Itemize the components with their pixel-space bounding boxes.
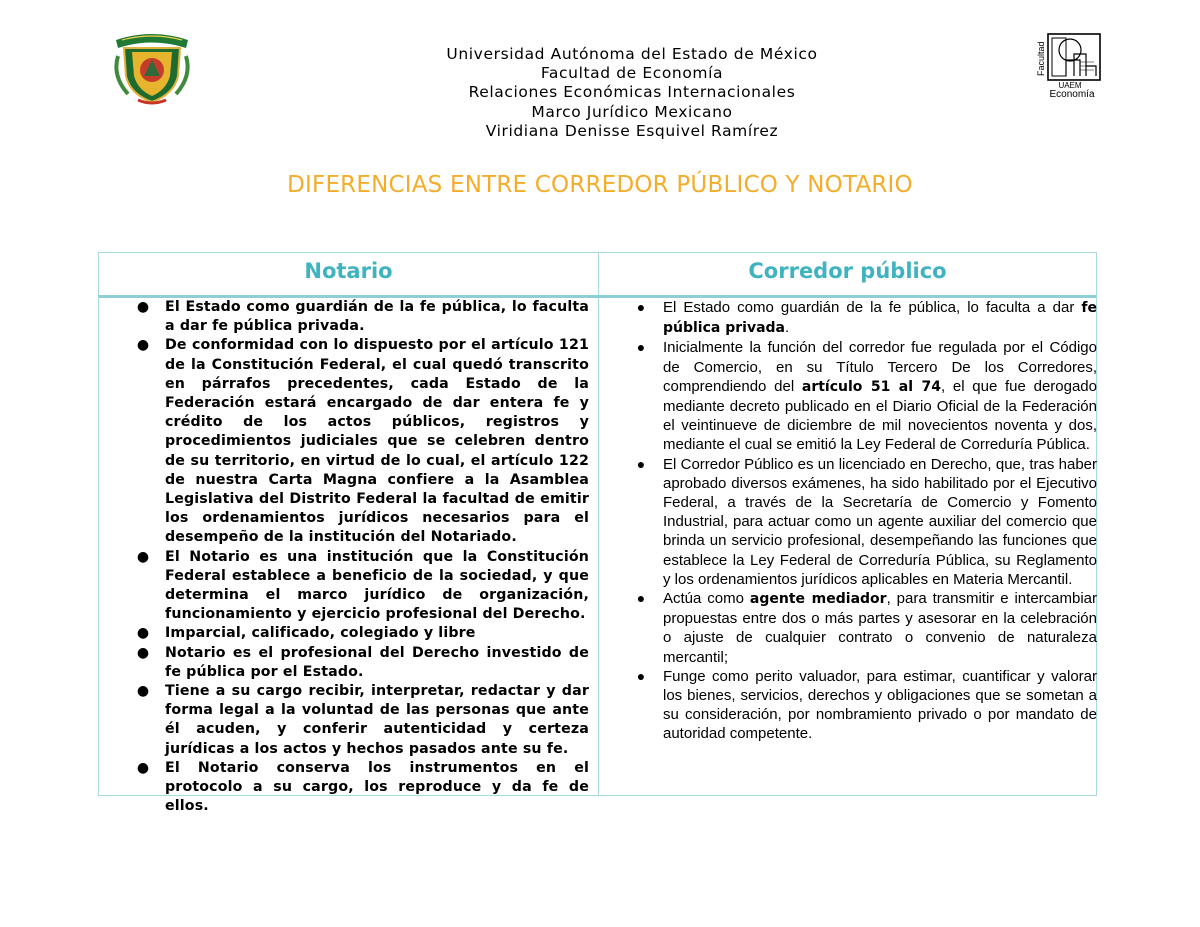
logo-uaem-text: UAEM bbox=[1058, 81, 1082, 90]
bullet-icon: ● bbox=[136, 337, 150, 354]
list-item: ● El Estado como guardián de la fe pública, lo faculta a dar fe pública privada. bbox=[125, 298, 589, 336]
university-name: Universidad Autónoma del Estado de México bbox=[446, 45, 818, 63]
list-item: ● Funge como perito valuador, para estimar, cuantificar y valorar los bienes, servicios, derechos y obligaciones que se sometan a su consideración, por nombramiento privado o por mandato de autoridad competente. bbox=[623, 667, 1097, 744]
list-item: ● Inicialmente la función del corredor fue regulada por el Código de Comercio, en su Título Tercero De los Corredores, comprendiendo del artículo 51 al 74, el que fue derogado mediante decreto publicado en el Diario Oficial de la Federación el veintinueve de diciembre de mil novecientos noventa y dos, mediante el cual se emitió la Ley Federal de Correduría Pública. bbox=[623, 338, 1097, 454]
bullet-icon: ● bbox=[136, 759, 150, 776]
list-item: ● Notario es el profesional del Derecho investido de fe pública por el Estado. bbox=[125, 644, 589, 682]
document-title: DIFERENCIAS ENTRE CORREDOR PÚBLICO Y NOTARIO bbox=[287, 172, 913, 198]
program-name: Relaciones Económicas Internacionales bbox=[468, 83, 796, 102]
bullet-icon: ● bbox=[136, 299, 150, 315]
notario-list bbox=[125, 298, 589, 816]
bullet-icon: ● bbox=[636, 455, 646, 472]
list-item: ● El Notario es una institución que la Constitución Federal establece a beneficio de la sociedad, y que determina el marco jurídico de organización, funcionamiento y ejercicio profesional del Derecho. bbox=[125, 548, 589, 625]
faculty-name: Facultad de Economía bbox=[540, 64, 724, 83]
list-item: ● Tiene a su cargo recibir, interpretar, redactar y dar forma legal a la voluntad de las personas que ante él acuden, y conferir autenticidad y certeza jurídicas a los actos y hechos pasados ante su fe. bbox=[125, 682, 589, 759]
corredor-list bbox=[623, 298, 1097, 744]
bullet-icon: ● bbox=[636, 339, 646, 356]
document-header bbox=[0, 45, 1200, 141]
bullet-icon: ● bbox=[636, 299, 646, 315]
bullet-icon: ● bbox=[136, 625, 150, 642]
bullet-icon: ● bbox=[636, 667, 646, 684]
list-item: ● Actúa como agente mediador, para transmitir e intercambiar propuestas entre dos o más partes y asesorar en la celebración o ajuste de cualquier contrato o convenio de naturaleza mercantil; bbox=[623, 589, 1097, 667]
bullet-icon: ● bbox=[136, 644, 150, 661]
bullet-icon: ● bbox=[636, 590, 646, 607]
bullet-icon: ● bbox=[136, 683, 150, 700]
notario-column-header: Notario bbox=[304, 259, 393, 283]
list-item: ● El Estado como guardián de la fe pública, lo faculta a dar fe pública privada. bbox=[623, 298, 1097, 338]
logo-vertical-text: Facultad bbox=[1036, 41, 1046, 76]
author-name: Viridiana Denisse Esquivel Ramírez bbox=[485, 121, 779, 140]
list-item: ● De conformidad con lo dispuesto por el artículo 121 de la Constitución Federal, el cual quedó transcrito en párrafos precedentes, cada Estado de la Federación estará encargado de dar entera fe y crédito de los actos públicos, registros y procedimientos judiciales que se celebren dentro de su territorio, en virtud de lo cual, el artículo 122 de nuestra Carta Magna confiere a la Asamblea Legislativa del Distrito Federal la facultad de emitir los ordenamientos jurídicos necesarios para el desempeño de la institución del Notariado. bbox=[125, 336, 589, 547]
course-name: Marco Jurídico Mexicano bbox=[531, 102, 733, 121]
list-item: ● El Corredor Público es un licenciado en Derecho, que, tras haber aprobado diversos exámenes, ha sido habilitado por el Ejecutivo Federal, a través de la Secretaría de Comercio y Fomento Industrial, para actuar como un agente auxiliar del comercio que brinda un servicio profesional, desempeñando las funciones que establece la Ley Federal de Correduría Pública, su Reglamento y los ordenamientos jurídicos aplicables en Materia Mercantil. bbox=[623, 455, 1097, 589]
corredor-column-header: Corredor público bbox=[748, 259, 947, 283]
list-item: ● El Notario conserva los instrumentos en el protocolo a su cargo, los reproduce y da fe de ellos. bbox=[125, 759, 589, 817]
column-divider bbox=[598, 253, 599, 795]
list-item: ● Imparcial, calificado, colegiado y libre bbox=[125, 624, 589, 643]
logo-economia-text: Economía bbox=[1049, 89, 1095, 98]
comparison-table bbox=[98, 252, 1098, 815]
bullet-icon: ● bbox=[136, 548, 150, 565]
